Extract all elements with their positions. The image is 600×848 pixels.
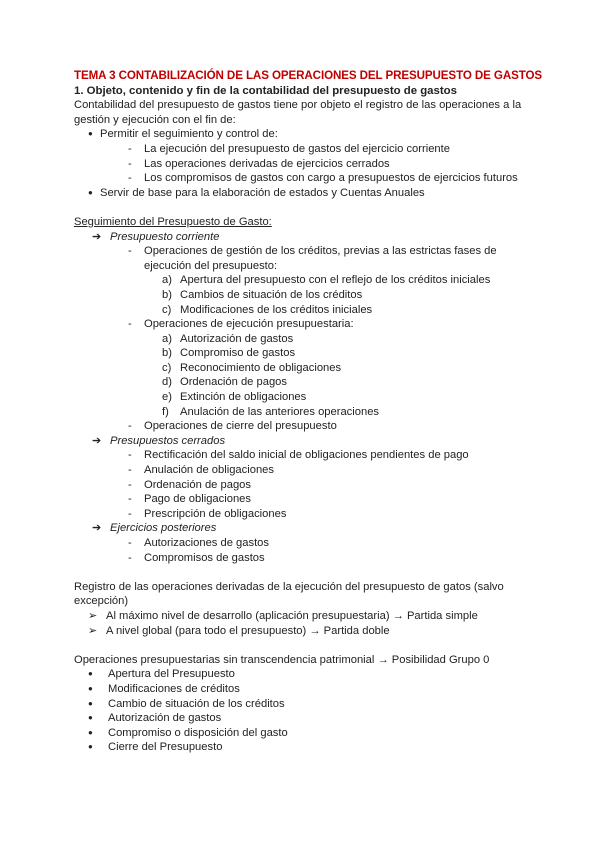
list-item-text: Anulación de obligaciones xyxy=(144,464,274,477)
list-item xyxy=(74,492,544,507)
list-item-text: Cierre del Presupuesto xyxy=(108,741,223,754)
list-item-text: La ejecución del presupuesto de gastos del ejercicio corriente xyxy=(144,142,450,155)
list-item-text: Modificaciones de los créditos iniciales xyxy=(180,303,373,316)
letter-marker: e) xyxy=(162,391,172,404)
list-item-text: Rectificación del saldo inicial de obligaciones pendientes de pago xyxy=(144,449,469,462)
bullet-marker: ● xyxy=(88,727,93,737)
arrow-icon: ➔ xyxy=(92,230,102,243)
registro-paragraph: Registro de las operaciones derivadas de la ejecución del presupuesto de gatos (salvo excepción) xyxy=(74,580,504,608)
list-item-text: Compromiso o disposición del gasto xyxy=(108,726,288,739)
list-item xyxy=(74,711,544,726)
list-item xyxy=(74,609,544,624)
arrow-icon: ➔ xyxy=(92,522,102,535)
arrow-icon: ➔ xyxy=(92,434,102,447)
chevron-icon: ➢ xyxy=(88,624,98,637)
list-item xyxy=(74,317,544,332)
subsection-heading: Seguimiento del Presupuesto de Gasto: xyxy=(74,215,272,228)
dash-marker: - xyxy=(128,420,132,433)
intro-paragraph: Contabilidad del presupuesto de gastos tiene por objeto el registro de las operaciones a la gestión y ejecución con el fin de: xyxy=(74,99,522,126)
list-item-text: Operaciones de gestión de los créditos, previas a las estrictas fases de ejecución del presupuesto: xyxy=(144,245,497,272)
section-heading: 1. Objeto, contenido y fin de la contabilidad del presupuesto de gastos xyxy=(74,84,457,97)
list-item-text: Presupuestos cerrados xyxy=(110,434,226,447)
dash-marker: - xyxy=(128,507,132,520)
letter-marker: a) xyxy=(162,332,172,345)
list-item xyxy=(74,405,544,420)
list-item xyxy=(74,478,544,493)
letter-marker: c) xyxy=(162,361,172,374)
list-item xyxy=(74,697,544,712)
list-item-text: Prescripción de obligaciones xyxy=(144,507,287,520)
list-item xyxy=(74,726,544,741)
list-item xyxy=(74,303,544,318)
list-item xyxy=(74,186,544,201)
list-item-text: Servir de base para la elaboración de estados y Cuentas Anuales xyxy=(100,186,425,199)
list-item-text: Cambio de situación de los créditos xyxy=(108,697,285,710)
dash-marker: - xyxy=(128,157,132,170)
list-item xyxy=(74,463,544,478)
list-item-text: Compromiso de gastos xyxy=(180,347,296,360)
list-item-text: A nivel global (para todo el presupuesto) → Partida doble xyxy=(106,624,390,637)
document-page xyxy=(74,69,544,755)
list-item xyxy=(74,332,544,347)
list-item xyxy=(74,419,544,434)
list-item xyxy=(74,521,544,536)
letter-marker: b) xyxy=(162,347,172,360)
list-item-text: Las operaciones derivadas de ejercicios cerrados xyxy=(144,157,390,170)
list-item xyxy=(74,127,544,142)
list-item-text: Autorización de gastos xyxy=(108,712,222,725)
document-title: TEMA 3 CONTABILIZACIÓN DE LAS OPERACIONES DEL PRESUPUESTO DE GASTOS xyxy=(74,69,543,82)
list-item-text: Operaciones de ejecución presupuestaria: xyxy=(144,318,354,331)
list-item xyxy=(74,361,544,376)
list-item xyxy=(74,624,544,639)
list-item-text: Ejercicios posteriores xyxy=(110,522,217,535)
bullet-marker: ● xyxy=(88,669,93,679)
letter-marker: f) xyxy=(162,405,169,418)
dash-marker: - xyxy=(128,493,132,506)
bullet-marker: ● xyxy=(88,187,93,197)
list-item xyxy=(74,346,544,361)
list-item xyxy=(74,448,544,463)
list-item xyxy=(74,740,544,755)
list-item xyxy=(74,157,544,172)
list-item xyxy=(74,273,544,288)
bullet-marker: ● xyxy=(88,683,93,693)
list-item-text: Permitir el seguimiento y control de: xyxy=(100,128,278,141)
bullet-marker: ● xyxy=(88,129,93,139)
list-item-text: Operaciones de cierre del presupuesto xyxy=(144,420,337,433)
list-item-text: Compromisos de gastos xyxy=(144,551,265,564)
list-item-text: Extinción de obligaciones xyxy=(180,391,307,404)
list-item-text: Apertura del presupuesto con el reflejo de los créditos iniciales xyxy=(180,274,491,287)
sin-transcendencia-paragraph: Operaciones presupuestarias sin transcendencia patrimonial → Posibilidad Grupo 0 xyxy=(74,653,490,666)
list-item-text: Los compromisos de gastos con cargo a presupuestos de ejercicios futuros xyxy=(144,172,518,185)
bullet-marker: ● xyxy=(88,698,93,708)
letter-marker: a) xyxy=(162,274,172,287)
list-item-text: Reconocimiento de obligaciones xyxy=(180,361,342,374)
list-item-text: Anulación de las anteriores operaciones xyxy=(180,405,380,418)
letter-marker: c) xyxy=(162,303,172,316)
list-item xyxy=(74,434,544,449)
list-item xyxy=(74,390,544,405)
dash-marker: - xyxy=(128,142,132,155)
list-item xyxy=(74,551,544,566)
list-item xyxy=(74,682,544,697)
list-item xyxy=(74,288,544,303)
list-item-text: Apertura del Presupuesto xyxy=(108,668,235,681)
list-item xyxy=(74,171,544,186)
chevron-icon: ➢ xyxy=(88,609,98,622)
list-item xyxy=(74,536,544,551)
dash-marker: - xyxy=(128,449,132,462)
list-item-text: Pago de obligaciones xyxy=(144,493,251,506)
dash-marker: - xyxy=(128,172,132,185)
bullet-marker: ● xyxy=(88,742,93,752)
list-item xyxy=(74,507,544,522)
list-item-text: Modificaciones de créditos xyxy=(108,682,240,695)
list-item-text: Presupuesto corriente xyxy=(110,230,220,243)
list-item-text: Ordenación de pagos xyxy=(144,478,251,491)
dash-marker: - xyxy=(128,478,132,491)
list-item-text: Cambios de situación de los créditos xyxy=(180,288,363,301)
list-item xyxy=(74,230,544,245)
list-item xyxy=(74,667,544,682)
bullet-marker: ● xyxy=(88,713,93,723)
list-item-text: Ordenación de pagos xyxy=(180,376,287,389)
dash-marker: - xyxy=(128,318,132,331)
dash-marker: - xyxy=(128,245,132,258)
dash-marker: - xyxy=(128,537,132,549)
list-item xyxy=(74,375,544,390)
list-item xyxy=(74,244,524,273)
letter-marker: d) xyxy=(162,376,172,389)
letter-marker: b) xyxy=(162,288,172,301)
list-item-text: Autorización de gastos xyxy=(180,332,294,345)
list-item-text: Al máximo nivel de desarrollo (aplicación presupuestaria) → Partida simple xyxy=(106,609,478,622)
dash-marker: - xyxy=(128,551,132,564)
list-item-text: Autorizaciones de gastos xyxy=(144,537,270,549)
dash-marker: - xyxy=(128,464,132,477)
list-item xyxy=(74,142,544,157)
